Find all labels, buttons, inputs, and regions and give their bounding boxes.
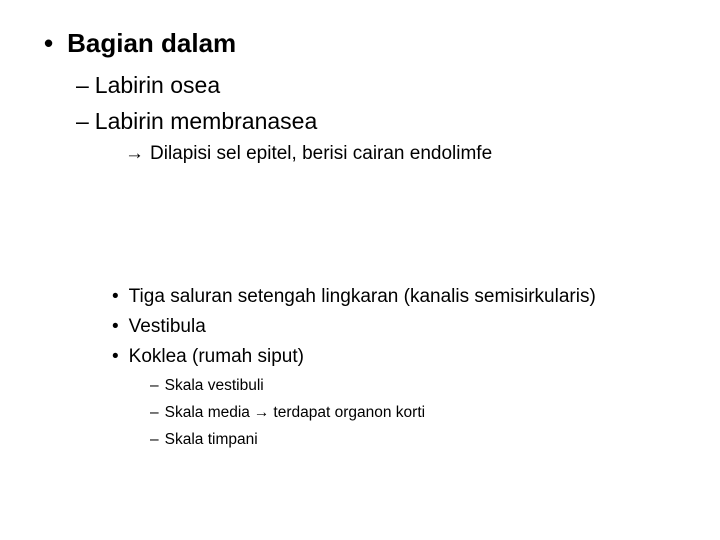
bullet-item-vestibula xyxy=(112,317,206,336)
koklea-part-tail: terdapat organon korti xyxy=(273,404,426,421)
bullet-icon: • xyxy=(44,28,54,58)
slide-title xyxy=(44,30,236,56)
dash-icon: – xyxy=(76,108,89,134)
title-text: Bagian dalam xyxy=(67,28,237,58)
arrow-right-icon: → xyxy=(125,143,144,164)
koklea-part-skala-timpani xyxy=(150,432,258,448)
koklea-part-skala-media xyxy=(150,405,425,421)
bullet-item-text: Koklea (rumah siput) xyxy=(128,346,304,367)
bullet-icon: • xyxy=(112,316,119,337)
bullet-item-text: Vestibula xyxy=(128,316,206,337)
sub-item-labirin-membranasea xyxy=(76,110,317,133)
dash-icon: – xyxy=(150,377,159,394)
koklea-part-text: Skala timpani xyxy=(164,431,258,448)
membranasea-note xyxy=(125,144,492,163)
dash-icon: – xyxy=(150,404,159,421)
sub-item-text: Labirin membranasea xyxy=(94,108,318,134)
sub-item-labirin-osea xyxy=(76,74,220,97)
bullet-icon: • xyxy=(112,346,119,367)
dash-icon: – xyxy=(76,72,89,98)
note-text: Dilapisi sel epitel, berisi cairan endolimfe xyxy=(150,143,493,164)
koklea-part-text: Skala vestibuli xyxy=(164,377,264,394)
bullet-icon: • xyxy=(112,286,119,307)
arrow-right-icon: → xyxy=(253,404,270,421)
sub-item-text: Labirin osea xyxy=(94,72,221,98)
bullet-item-koklea xyxy=(112,347,304,366)
koklea-part-text: Skala media xyxy=(164,404,250,421)
dash-icon: – xyxy=(150,431,159,448)
koklea-part-skala-vestibuli xyxy=(150,378,264,394)
bullet-item-kanalis xyxy=(112,287,596,306)
bullet-item-text: Tiga saluran setengah lingkaran (kanalis semisirkularis) xyxy=(128,286,596,307)
